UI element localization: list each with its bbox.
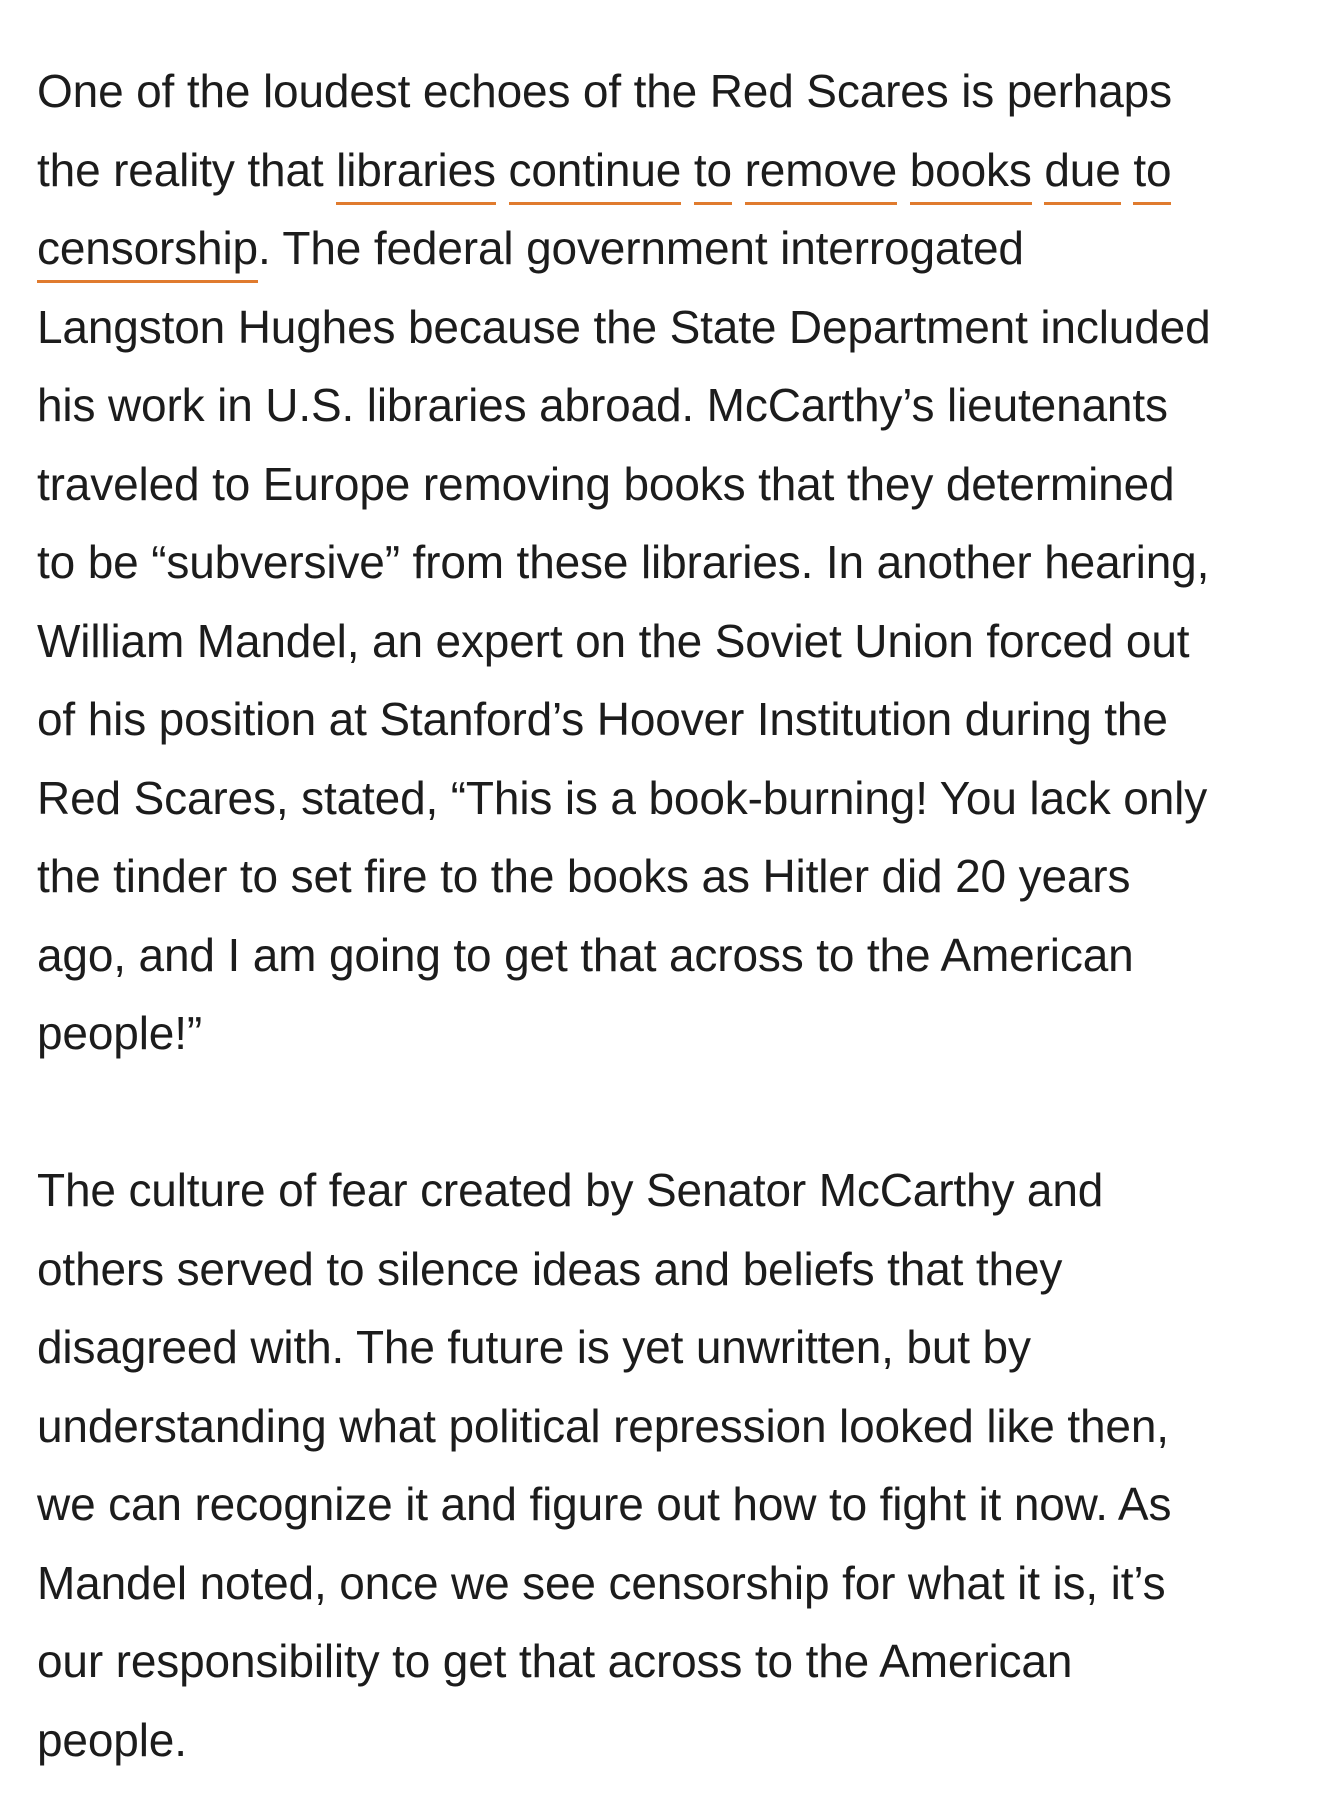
text-line: people!” [37, 1007, 203, 1059]
text-line: The culture of fear created by Senator McCarthy and [37, 1164, 1104, 1216]
text-line: One of the loudest echoes of the Red Scares is perhaps [37, 65, 1172, 117]
link-books[interactable]: books [910, 144, 1032, 205]
text-line: his work in U.S. libraries abroad. McCarthy’s lieutenants [37, 379, 1168, 431]
link-to[interactable]: to [694, 144, 732, 205]
link-remove[interactable]: remove [745, 144, 898, 205]
link-libraries[interactable]: libraries [336, 144, 496, 205]
link-due[interactable]: due [1044, 144, 1120, 205]
text-line [37, 209, 1297, 288]
paragraph-red-scares [37, 52, 1297, 1073]
text-line: the tinder to set fire to the books as Hitler did 20 years [37, 850, 1131, 902]
link-to-2[interactable]: to [1133, 144, 1171, 205]
link-censorship[interactable]: censorship [37, 222, 258, 283]
text-line: ago, and I am going to get that across to the American [37, 928, 1134, 981]
text-line: Red Scares, stated, “This is a book-burning! You lack only [37, 771, 1208, 824]
article-body [37, 52, 1297, 1779]
text-span: . The federal government interrogated [257, 222, 1024, 274]
text-line: others served to silence ideas and beliefs that they [37, 1242, 1063, 1295]
text-line: disagreed with. The future is yet unwritten, but by [37, 1321, 1031, 1373]
link-continue[interactable]: continue [509, 144, 682, 205]
text-line: we can recognize it and figure out how to fight it now. As [37, 1478, 1172, 1530]
text-line: of his position at Stanford’s Hoover Institution during the [37, 693, 1168, 745]
text-line: traveled to Europe removing books that they determined [37, 457, 1175, 510]
paragraph-culture-of-fear [37, 1151, 1297, 1779]
text-line: people. [37, 1713, 187, 1766]
text-span: the reality that [37, 143, 337, 196]
text-line: our responsibility to get that across to the American [37, 1635, 1073, 1687]
text-line: understanding what political repression looked like then, [37, 1399, 1169, 1452]
text-line: to be “subversive” from these libraries. In another hearing, [37, 536, 1210, 588]
text-line: Langston Hughes because the State Department included [37, 300, 1211, 353]
text-line: William Mandel, an expert on the Soviet Union forced out [37, 614, 1190, 667]
text-line [37, 131, 1297, 210]
text-line: Mandel noted, once we see censorship for what it is, it’s [37, 1556, 1166, 1609]
